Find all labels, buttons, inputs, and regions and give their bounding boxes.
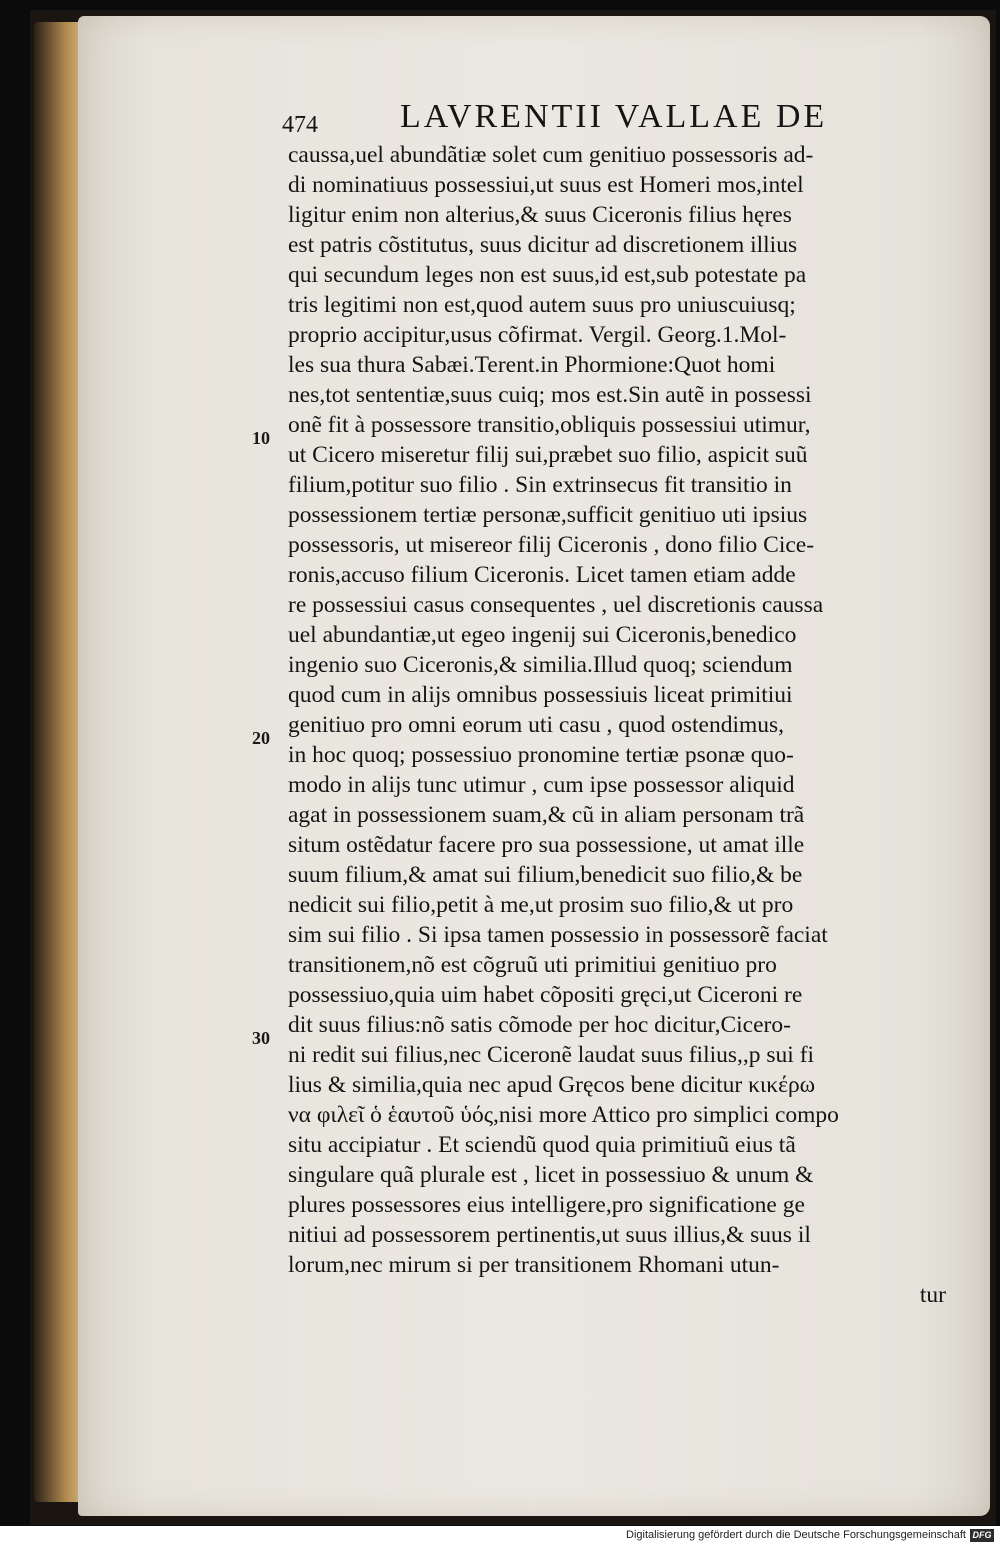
text-line: qui secundum leges non est suus,id est,sub potestate pa (288, 262, 807, 288)
margin-line-number: 20 (252, 728, 270, 748)
text-line: nedicit sui filio,petit à me,ut prosim suo filio,& ut pro (288, 892, 794, 918)
text-line: suum filium,& amat sui filium,benedicit suo filio,& be (288, 862, 803, 888)
text-line: ni redit sui filius,nec Ciceronẽ laudat suus filius,,p sui fi (288, 1042, 815, 1068)
text-line: modo in alijs tunc utimur , cum ipse possessor aliquid (288, 772, 795, 798)
text-line: transitionem,nõ est cõgruũ uti primitiui genitiuo pro (288, 952, 777, 978)
text-line: ingenio suo Ciceronis,& similia.Illud quoq; sciendum (288, 652, 793, 678)
text-line: les sua thura Sabæi.Terent.in Phormione:Quot homi (288, 352, 776, 378)
text-line: est patris cõstitutus, suus dicitur ad discretionem illius (288, 232, 798, 258)
text-line: dit suus filius:nõ satis cõmode per hoc dicitur,Cicero- (288, 1012, 791, 1038)
text-line: sim sui filio . Si ipsa tamen possessio in possessorẽ faciat (288, 922, 828, 948)
text-line: singulare quã plurale est , licet in possessiuo & unum & (288, 1162, 814, 1188)
text-line: lius & similia,quia nec apud Gręcos bene dicitur κικέρω (288, 1072, 816, 1098)
text-line: ligitur enim non alterius,& suus Ciceronis filius hęres (288, 202, 792, 228)
text-line: lorum,nec mirum si per transitionem Rhomani utun- (288, 1252, 780, 1278)
text-line: nes,tot sententiæ,suus cuiq; mos est.Sin autẽ in possessi (288, 382, 812, 408)
catchword: tur (919, 1282, 946, 1308)
page-number: 474 (282, 112, 318, 138)
text-line: uel abundantiæ,ut egeo ingenij sui Ciceronis,benedico (288, 622, 797, 648)
text-line: possessoris, ut misereor filij Ciceronis , dono filio Cice- (288, 532, 815, 558)
text-line: caussa,uel abundãtiæ solet cum genitiuo possessoris ad- (288, 142, 814, 168)
text-line: situm ostẽdatur facere pro sua possessione, ut amat ille (288, 832, 805, 858)
page-edge (34, 22, 84, 1502)
body-text (288, 140, 950, 1310)
text-line: nitiui ad possessorem pertinentis,ut suus illius,& suus il (288, 1222, 811, 1248)
page-header (282, 98, 982, 142)
text-line: possessionem tertiæ personæ,sufficit genitiuo uti ipsius (288, 502, 808, 528)
footer-credit: Digitalisierung gefördert durch die Deutsche Forschungsgemeinschaft (626, 1529, 966, 1541)
text-line: agat in possessionem suam,& cũ in aliam personam trã (288, 802, 805, 828)
text-line: ut Cicero miseretur filij sui,præbet suo filio, aspicit suũ (288, 442, 808, 468)
dfg-logo: DFG (970, 1529, 994, 1542)
text-line: tris legitimi non est,quod autem suus pro uniuscuiusq; (288, 292, 796, 318)
text-line: genitiuo pro omni eorum uti casu , quod ostendimus, (288, 712, 785, 738)
text-line: in hoc quoq; possessiuo pronomine tertiæ psonæ quo- (288, 742, 794, 768)
text-line: di nominatiuus possessiui,ut suus est Homeri mos,intel (288, 172, 804, 198)
running-title: LAVRENTII VALLAE DE (400, 98, 828, 135)
text-line: να φιλεῖ ὁ ἑαυτοῦ ὑός,nisi more Attico pro simplici compo (288, 1102, 839, 1128)
text-line: plures possessores eius intelligere,pro significatione ge (288, 1192, 805, 1218)
text-line: proprio accipitur,usus cõfirmat. Vergil. Georg.1.Mol- (288, 322, 787, 348)
margin-line-number: 30 (252, 1028, 270, 1048)
text-line: ronis,accuso filium Ciceronis. Licet tamen etiam adde (288, 562, 796, 588)
text-line: situ accipiatur . Et sciendũ quod quia primitiuũ eius tã (288, 1132, 796, 1158)
margin-line-number: 10 (252, 428, 270, 448)
text-line: re possessiui casus consequentes , uel discretionis caussa (288, 592, 824, 618)
footer-bar (0, 1526, 1000, 1546)
text-line: onẽ fit à possessore transitio,obliquis possessiui utimur, (288, 412, 811, 438)
text-line: quod cum in alijs omnibus possessiuis liceat primitiui (288, 682, 793, 708)
text-line: possessiuo,quia uim habet cõpositi gręci,ut Ciceroni re (288, 982, 803, 1008)
text-line: filium,potitur suo filio . Sin extrinsecus fit transitio in (288, 472, 792, 498)
